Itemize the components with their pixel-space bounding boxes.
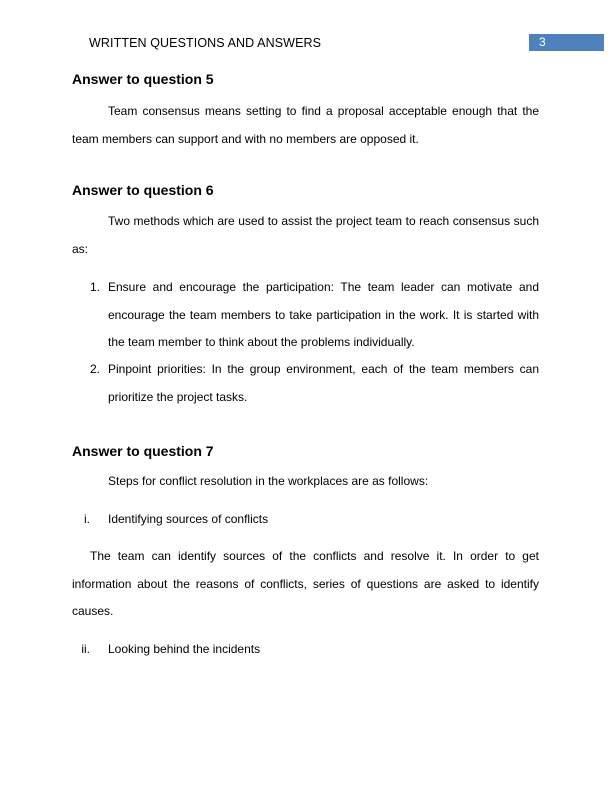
- list-item-marker: 2.: [89, 362, 100, 376]
- step-1-paragraph: The team can identify sources of the conflicts and resolve it. In order to get information about the reasons of conflicts, series of questions are asked to identify causes.: [72, 549, 539, 618]
- answer-7-intro: Steps for conflict resolution in the workplaces are as follows:: [108, 474, 429, 488]
- heading-answer-7: Answer to question 7: [72, 443, 214, 459]
- list-item-marker: 1.: [89, 280, 100, 294]
- step-title: Looking behind the incidents: [108, 642, 261, 656]
- step-marker: i.: [84, 512, 90, 526]
- running-header-title: WRITTEN QUESTIONS AND ANSWERS: [89, 36, 322, 50]
- heading-answer-5: Answer to question 5: [72, 71, 214, 87]
- page-number: 3: [529, 34, 604, 51]
- answer-5-paragraph: Team consensus means setting to find a proposal acceptable enough that the team members can support and with no members are opposed it.: [72, 104, 539, 146]
- list-item-text: Pinpoint priorities: In the group environment, each of the team members can prioritize the project tasks.: [108, 362, 539, 404]
- heading-answer-6: Answer to question 6: [72, 182, 214, 198]
- list-item-text: Ensure and encourage the participation: The team leader can motivate and encourage the team members to take participation in the work. It is started with the team member to think about the problems individually.: [108, 280, 539, 349]
- step-marker: ii.: [81, 642, 90, 656]
- step-title: Identifying sources of conflicts: [108, 512, 269, 526]
- answer-6-intro: Two methods which are used to assist the project team to reach consensus such as:: [72, 214, 539, 256]
